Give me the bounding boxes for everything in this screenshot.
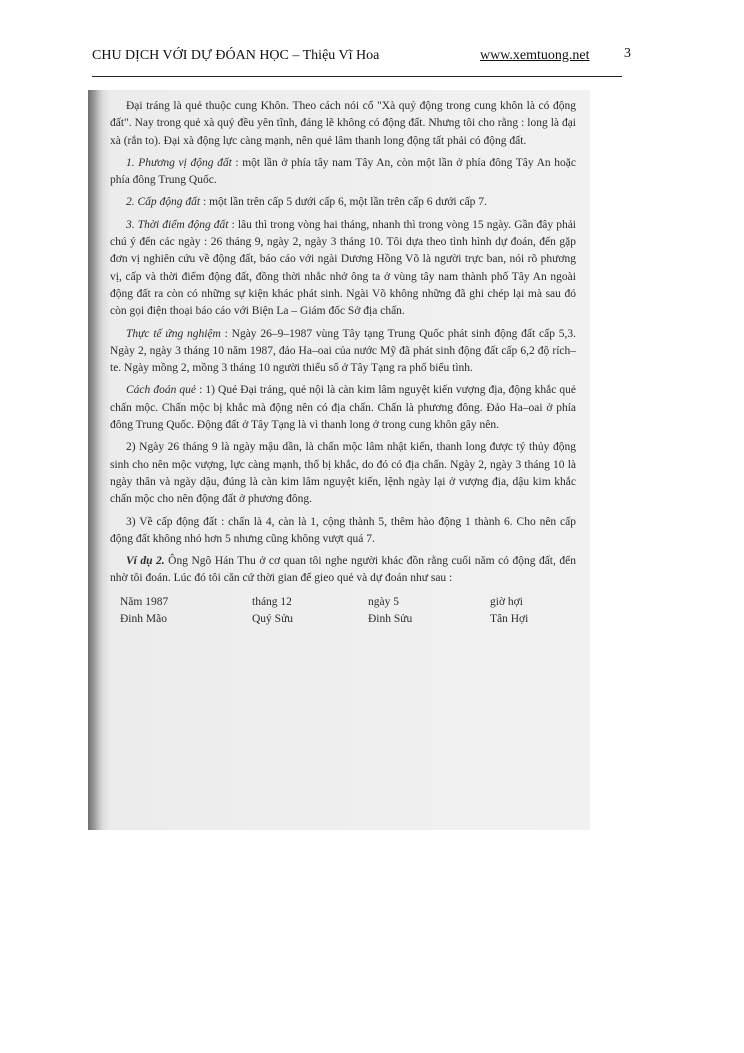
- document-title: CHU DỊCH VỚI DỰ ĐÓAN HỌC – Thiệu Vĩ Hoa: [92, 48, 380, 63]
- paragraph-5-text: : Ngày 26–9–1987 vùng Tây tạng Trung Quốc phát sinh động đất cấp 5,3. Ngày 2, ngày 3 tháng 10 năm 1987, đảo Ha–oai của nước Mỹ đã phát sinh động đất cấp 6,2 độ rích–te. Ngày mồng 2, mồng 3 tháng 10 người thiểu số ở Tây Tạng ra phố biểu tình.: [110, 327, 576, 375]
- paragraph-6-heading: Cách đoán quẻ: [126, 384, 197, 397]
- paragraph-9-heading: Ví dụ 2.: [126, 555, 165, 568]
- paragraph-4-text: : lâu thì trong vòng hai tháng, nhanh thì trong vòng 15 ngày. Gần đây phải chú ý đến các ngày : 26 tháng 9, ngày 2, ngày 3 tháng 10. Tôi dựa theo tình hình dự đoán, đến gặp đơn vị nghiên cứu về động đất, báo cáo với ngài Dương Hồng Võ là người trực ban, nói rõ phương vị, cấp và thời điểm động đất, đồng thời nhắc nhở ông ta ở vùng tây nam thành phố Tây An ngoài động đất ra còn có những sự kiện khác phát sinh. Ngài Võ không những đã ghi chép lại mà sau đó còn gọi điện thoại báo cáo với Biện La – Giám đốc Sở địa chấn.: [110, 218, 576, 318]
- date-hour: giờ hợi: [490, 595, 523, 608]
- paragraph-5: [110, 326, 576, 378]
- page-header: [92, 46, 622, 77]
- paragraph-4-heading: 3. Thời điểm động đất: [126, 218, 229, 231]
- date-year: Năm 1987: [120, 595, 169, 608]
- date-month-stem: Quý Sửu: [252, 612, 294, 625]
- paragraph-8: 3) Về cấp động đất : chấn là 4, càn là 1, cộng thành 5, thêm hào động 1 thành 6. Cho nên cấp động đất không nhỏ hơn 5 nhưng cũng không vượt quá 7.: [110, 515, 576, 545]
- date-month: tháng 12: [252, 595, 292, 608]
- date-year-stem: Đinh Mão: [120, 612, 167, 625]
- paragraph-4: [110, 217, 576, 321]
- paragraph-6-text: : 1) Quẻ Đại tráng, quẻ nội là càn kim lâm nguyệt kiến vượng địa, động khắc quẻ chấn mộc. Chấn mộc bị khắc mà động nên có địa chấn. Chấn là phương đông. Đảo Ha–oai ở phía đông Trung Quốc. Động đất ở Tây Tạng là vì thanh long ở trong cung khôn gây nên.: [110, 384, 576, 432]
- paragraph-2-heading: 1. Phương vị động đất: [126, 156, 232, 169]
- paragraph-1: Đại tráng là quẻ thuộc cung Khôn. Theo cách nói cổ "Xà quỷ động trong cung khôn là có động đất". Nay trong quẻ xà quỷ đều yên tĩnh, đáng lẽ không có động đất. Nhưng tôi cho rằng : long là đại xà (rắn to). Đại xà động lực càng mạnh, nên quẻ lâm thanh long động tất phải có động đất.: [110, 100, 576, 147]
- date-day: ngày 5: [368, 595, 399, 608]
- scanned-page-image: [88, 90, 590, 830]
- paragraph-5-heading: Thực tế ứng nghiệm: [126, 327, 221, 340]
- scanned-text-body: [110, 98, 576, 628]
- date-day-stem: Đinh Sửu: [368, 612, 413, 625]
- paragraph-3-heading: 2. Cấp động đất: [126, 196, 201, 209]
- website-link[interactable]: www.xemtuong.net: [480, 48, 590, 63]
- paragraph-9-text: Ông Ngô Hán Thu ở cơ quan tôi nghe người khác đồn rằng cuối năm có động đất, đến nhờ tôi đoán. Lúc đó tôi căn cứ thời gian để gieo quẻ và dự đoán như sau :: [110, 555, 576, 585]
- page-number: 3: [624, 46, 631, 61]
- date-table: [110, 594, 576, 628]
- date-hour-stem: Tân Hợi: [490, 612, 529, 625]
- paragraph-7: 2) Ngày 26 tháng 9 là ngày mậu dần, là chấn mộc lâm nhật kiến, thanh long được tý thủy động sinh cho nên mộc vượng, lực càng mạnh, thổ bị khắc, do đó có địa chấn. Ngày 2, ngày 3 tháng 10 là ngày thân và ngày dậu, đúng là càn kim lâm nguyệt kiến, lệnh ngày lại ở vượng địa, dậu kim khắc chấn mộc cho nên động đất ở phương đông.: [110, 441, 576, 506]
- paragraph-2-text: : một lần ở phía tây nam Tây An, còn một lần ở phía đông Tây An hoặc phía đông Trung Quốc.: [110, 156, 576, 187]
- paragraph-3: [110, 194, 576, 211]
- paragraph-3-text: : một lần trên cấp 5 dưới cấp 6, một lần trên cấp 6 dưới cấp 7.: [200, 196, 487, 209]
- paragraph-9: [110, 553, 576, 588]
- paragraph-6: [110, 382, 576, 434]
- paragraph-2: [110, 155, 576, 190]
